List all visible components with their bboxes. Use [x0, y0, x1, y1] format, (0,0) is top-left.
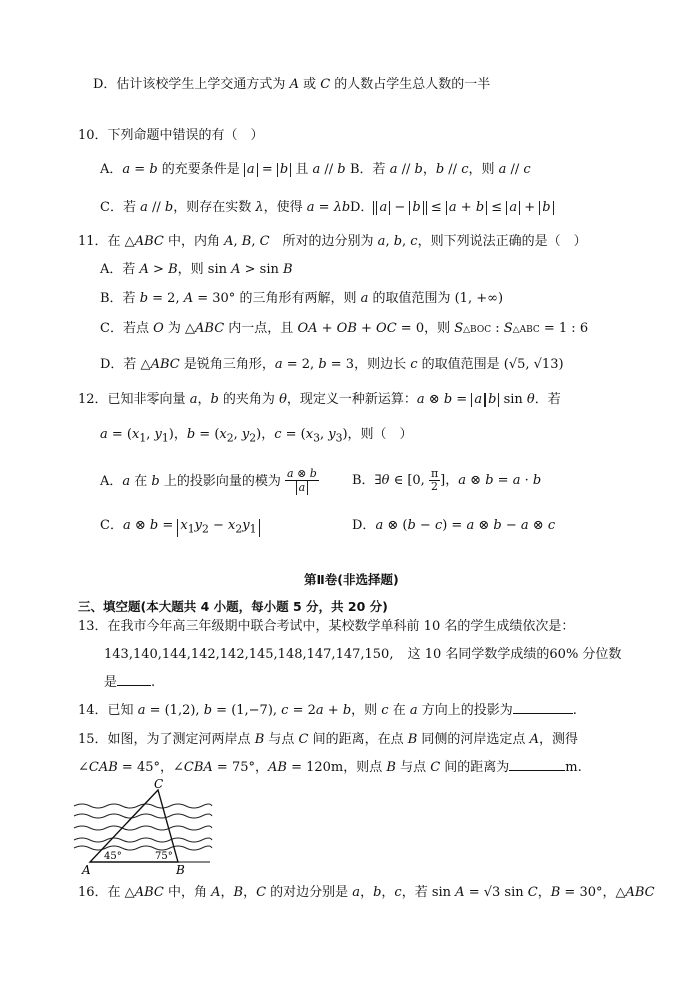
q14: 14．已知 a = (1,2), b = (1,−7), c = 2a + b，则 c 在 a 方向上的投影为 . [78, 703, 577, 718]
q15-unit: m. [565, 760, 582, 775]
label-c: C [154, 778, 164, 791]
river-triangle-figure [70, 778, 220, 878]
q9-option-d: D．估计该校学生上学交通方式为 A 或 C 的人数占学生总人数的一半 [93, 77, 491, 92]
label-b: B [176, 863, 185, 877]
q13-line2 [104, 646, 621, 664]
q15-answer-blank[interactable] [509, 758, 565, 771]
label-a: A [82, 863, 91, 877]
q12-option-c: C．a ⊗ $b = x_1y_2 - x_2y_1$ [100, 517, 260, 537]
river-waves [74, 804, 212, 850]
section-heading: 三、填空题(本大题共 4 小题，每小题 5 分，共 20 分) [78, 599, 388, 614]
q12-option-b: B．∃θ ∈ [0, $\frac{\pi}{2}$ ]，a ⊗ b = a · b [352, 467, 542, 493]
q11-stem: 11．在 △ABC 中，内角 A, B, C 所对的边分别为 a, b, c，则下列说法正确的是（ ） [78, 234, 587, 249]
q13-scores: 143,140,144,142,142,145,148,147,147,150, [104, 647, 394, 662]
q10-option-d: D． a − b ≤ a + b ≤ a + b [350, 199, 554, 217]
q13-tail: 这 10 名同学数学成绩的60% 分位数 [407, 647, 622, 662]
part-title: 第Ⅱ卷(非选择题) [304, 572, 399, 587]
q10-stem: 10．下列命题中错误的有（ ） [78, 128, 264, 143]
q12-option-a: A．a 在 b 上的投影向量的模为 $\frac{a \otimes b}{a}$ [100, 467, 317, 494]
q14-answer-blank[interactable] [513, 701, 573, 714]
q12-stem-line2: $a = (x_1$, $y_1$)，$b = (x_2$, $y_2$)，$c = (x_3$, $y_3$)，则（ ） [100, 427, 413, 445]
q11-option-c: C．若点 O 为 △ABC 内一点，且 OA + OB + OC = 0，则 S△BOC : S△ABC = 1 : 6 [100, 321, 589, 336]
q15-line2: ∠CAB = 45°，∠CBA = 75°，AB = 120m，则点 B 与点 C 间的距离为 m. [78, 760, 582, 775]
q10-option-c: C．若 a // b，则存在实数 λ，使得 a = λb [100, 200, 351, 215]
angle-a-label: 45° [104, 851, 122, 862]
q13-line3-text: 是 [104, 675, 118, 690]
q10-option-a: A．a = b 的充要条件是 a = b 且 a // b [100, 162, 346, 177]
angle-b-label: 75° [155, 851, 173, 862]
q12-stem-line1: 12．已知非零向量 a，b 的夹角为 θ，现定义一种新运算：a ⊗ b = a b sin θ．若 [78, 392, 561, 407]
q12-option-d: D．a ⊗ (b − c) = a ⊗ b − a ⊗ c [352, 518, 556, 533]
q11-option-b: B．若 b = 2, A = 30° 的三角形有两解，则 a 的取值范围为 (1, +∞) [100, 291, 504, 306]
q13-answer-blank[interactable] [117, 673, 151, 686]
q13-line1: 13．在我市今年高三年级期中联合考试中，某校数学单科前 10 名的学生成绩依次是： [78, 619, 575, 634]
q10-option-b: B．若 a // b，b // c，则 a // c [350, 162, 531, 177]
q16: 16．在 △ABC 中，角 A，B，C 的对边分别是 a，b，c，若 sin A = √3 sin C，B = 30°，△ABC [78, 885, 655, 900]
q11-option-d: D．若 △ABC 是锐角三角形，a = 2, b = 3，则边长 c 的取值范围是 (√5, √13) [100, 357, 564, 372]
q13-line3: 是 . [104, 675, 156, 690]
q11-option-a: A．若 A > B，则 sin A > sin B [100, 262, 293, 277]
q15-line1: 15．如图，为了测定河两岸点 B 与点 C 间的距离，在点 B 同侧的河岸选定点 A，测得 [78, 732, 578, 747]
